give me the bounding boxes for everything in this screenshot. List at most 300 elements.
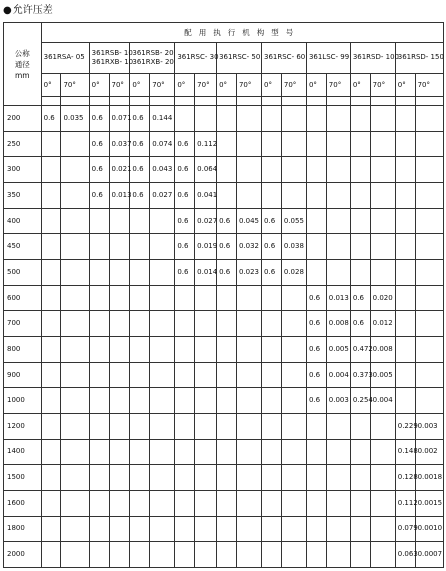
value-cell (150, 234, 175, 260)
header-row-group (4, 23, 444, 43)
value-cell (350, 234, 370, 260)
value-cell: 0.027 (195, 208, 217, 234)
value-cell (109, 465, 130, 491)
value-cell: 0.112 (395, 490, 415, 516)
value-cell (150, 337, 175, 363)
value-cell (61, 337, 89, 363)
value-cell (41, 490, 61, 516)
header-row-angles (4, 74, 444, 97)
table-row (4, 208, 444, 234)
value-cell (370, 106, 395, 132)
value-cell: 0.014 (195, 260, 217, 286)
model-header (350, 42, 399, 74)
value-cell (262, 542, 282, 568)
value-cell (306, 542, 326, 568)
angle-header: 70° (326, 74, 350, 97)
value-cell (150, 516, 175, 542)
value-cell (150, 542, 175, 568)
table-row (4, 516, 444, 542)
value-cell: 0.019 (195, 234, 217, 260)
value-cell (195, 516, 217, 542)
value-cell (41, 311, 61, 337)
value-cell: 0.0007 (415, 542, 443, 568)
value-cell (326, 106, 350, 132)
value-cell: 0.032 (236, 234, 261, 260)
value-cell: 0.023 (236, 260, 261, 286)
value-cell: 0.012 (370, 311, 395, 337)
spacer-cell (370, 96, 395, 105)
value-cell (395, 285, 415, 311)
model-header-label: 361RSC- 30 (177, 53, 219, 62)
value-cell (370, 439, 395, 465)
value-cell (326, 234, 350, 260)
value-cell: 0.020 (370, 285, 395, 311)
value-cell (130, 311, 150, 337)
value-cell (41, 131, 61, 157)
value-cell (306, 516, 326, 542)
model-header (41, 42, 89, 74)
value-cell: 0.6 (130, 106, 150, 132)
value-cell (175, 439, 195, 465)
value-cell (350, 490, 370, 516)
angle-header: 70° (109, 74, 130, 97)
value-cell (61, 234, 89, 260)
value-cell (217, 388, 237, 414)
value-cell (217, 516, 237, 542)
value-cell (262, 183, 282, 209)
value-cell: 0.028 (281, 260, 306, 286)
value-cell (326, 131, 350, 157)
value-cell (175, 362, 195, 388)
model-header-label: 361RSA- 05 (43, 53, 85, 62)
value-cell: 0.045 (236, 208, 261, 234)
value-cell (150, 311, 175, 337)
model-header-label: 361RXB- 20 (132, 57, 174, 66)
value-cell (175, 490, 195, 516)
value-cell: 0.6 (89, 183, 109, 209)
value-cell (306, 208, 326, 234)
value-cell (262, 490, 282, 516)
value-cell (236, 414, 261, 440)
value-cell (370, 414, 395, 440)
table-row (4, 465, 444, 491)
value-cell (395, 183, 415, 209)
model-header (262, 42, 307, 74)
model-header-label: 361RSB- 10 (91, 48, 133, 57)
value-cell (236, 337, 261, 363)
value-cell (236, 388, 261, 414)
value-cell (150, 414, 175, 440)
angle-header: 70° (281, 74, 306, 97)
value-cell (350, 131, 370, 157)
value-cell: 0.373 (350, 362, 370, 388)
value-cell (61, 157, 89, 183)
value-cell (150, 260, 175, 286)
value-cell: 0.6 (89, 131, 109, 157)
value-cell: 0.6 (217, 208, 237, 234)
value-cell (350, 439, 370, 465)
value-cell (41, 285, 61, 311)
value-cell (130, 362, 150, 388)
angle-header: 0° (217, 74, 237, 97)
value-cell (61, 131, 89, 157)
value-cell (130, 516, 150, 542)
value-cell (415, 157, 443, 183)
value-cell (195, 439, 217, 465)
angle-header: 70° (150, 74, 175, 97)
value-cell: 0.254 (350, 388, 370, 414)
value-cell (195, 490, 217, 516)
spacer-cell (150, 96, 175, 105)
value-cell: 0.035 (61, 106, 89, 132)
value-cell (281, 106, 306, 132)
value-cell (109, 439, 130, 465)
model-header-label: 361LSC- 99 (308, 53, 350, 62)
value-cell (262, 157, 282, 183)
value-cell (370, 465, 395, 491)
value-cell (109, 490, 130, 516)
value-cell: 0.6 (175, 208, 195, 234)
model-header (175, 42, 217, 74)
value-cell (236, 516, 261, 542)
value-cell (217, 131, 237, 157)
value-cell (195, 542, 217, 568)
value-cell: 0.6 (262, 208, 282, 234)
value-cell (150, 362, 175, 388)
value-cell: 0.027 (150, 183, 175, 209)
value-cell (61, 542, 89, 568)
table-row (4, 260, 444, 286)
nominal-diameter-cell: 900 (4, 362, 42, 388)
value-cell (262, 131, 282, 157)
value-cell (350, 183, 370, 209)
model-header (306, 42, 350, 74)
nominal-diameter-cell: 2000 (4, 542, 42, 568)
angle-header: 0° (395, 74, 415, 97)
angle-header: 0° (262, 74, 282, 97)
spacer-cell (350, 96, 370, 105)
value-cell (61, 388, 89, 414)
value-cell (109, 362, 130, 388)
value-cell: 0.144 (150, 106, 175, 132)
value-cell: 0.6 (175, 157, 195, 183)
value-cell (326, 260, 350, 286)
value-cell: 0.008 (326, 311, 350, 337)
value-cell (236, 542, 261, 568)
value-cell (41, 414, 61, 440)
value-cell (395, 337, 415, 363)
angle-header: 0° (89, 74, 109, 97)
value-cell (217, 439, 237, 465)
value-cell: 0.128 (395, 465, 415, 491)
nominal-diameter-cell: 1400 (4, 439, 42, 465)
spacer-cell (61, 96, 89, 105)
value-cell: 0.6 (175, 183, 195, 209)
value-cell (370, 542, 395, 568)
value-cell (61, 362, 89, 388)
nominal-diameter-cell: 1600 (4, 490, 42, 516)
value-cell (326, 183, 350, 209)
value-cell: 0.043 (150, 157, 175, 183)
table-row (4, 285, 444, 311)
value-cell (89, 516, 109, 542)
value-cell (61, 465, 89, 491)
value-cell (130, 414, 150, 440)
value-cell (61, 208, 89, 234)
value-cell (262, 388, 282, 414)
value-cell (370, 183, 395, 209)
value-cell (61, 490, 89, 516)
value-cell (415, 311, 443, 337)
value-cell (41, 439, 61, 465)
value-cell (236, 106, 261, 132)
value-cell (281, 439, 306, 465)
value-cell: 0.013 (109, 183, 130, 209)
value-cell (89, 285, 109, 311)
value-cell (415, 183, 443, 209)
value-cell (306, 106, 326, 132)
spacer-cell (262, 96, 282, 105)
value-cell: 0.6 (350, 311, 370, 337)
value-cell (130, 234, 150, 260)
value-cell (109, 285, 130, 311)
table-row (4, 157, 444, 183)
nominal-diameter-cell: 250 (4, 131, 42, 157)
value-cell (236, 131, 261, 157)
value-cell (350, 260, 370, 286)
value-cell (262, 311, 282, 337)
table-row (4, 183, 444, 209)
value-cell (306, 234, 326, 260)
value-cell: 0.6 (89, 106, 109, 132)
value-cell (306, 490, 326, 516)
value-cell (281, 183, 306, 209)
value-cell (370, 516, 395, 542)
value-cell (262, 516, 282, 542)
nominal-diameter-cell: 500 (4, 260, 42, 286)
spacer-cell (236, 96, 261, 105)
value-cell (306, 183, 326, 209)
value-cell (175, 388, 195, 414)
value-cell: 0.0010 (415, 516, 443, 542)
nominal-diameter-cell: 450 (4, 234, 42, 260)
model-header-label: 361RSC- 60 (264, 53, 306, 62)
value-cell (175, 516, 195, 542)
value-cell (326, 208, 350, 234)
value-cell (150, 439, 175, 465)
value-cell (370, 208, 395, 234)
value-cell (281, 362, 306, 388)
value-cell (130, 490, 150, 516)
value-cell (326, 157, 350, 183)
value-cell (61, 439, 89, 465)
value-cell (41, 388, 61, 414)
bullet-icon: ● (3, 5, 12, 16)
value-cell: 0.079 (395, 516, 415, 542)
value-cell: 0.0015 (415, 490, 443, 516)
value-cell (281, 285, 306, 311)
value-cell (350, 157, 370, 183)
spacer-cell (130, 96, 150, 105)
value-cell: 0.013 (326, 285, 350, 311)
value-cell (281, 311, 306, 337)
value-cell: 0.004 (370, 388, 395, 414)
value-cell (195, 337, 217, 363)
value-cell (262, 362, 282, 388)
angle-header: 70° (61, 74, 89, 97)
value-cell (395, 234, 415, 260)
value-cell (370, 234, 395, 260)
spacer-cell (326, 96, 350, 105)
value-cell (89, 208, 109, 234)
model-header (395, 42, 443, 74)
pressure-difference-table (3, 22, 444, 568)
value-cell (350, 414, 370, 440)
value-cell (306, 131, 326, 157)
value-cell (109, 311, 130, 337)
value-cell (306, 157, 326, 183)
value-cell (326, 439, 350, 465)
table-row (4, 234, 444, 260)
spacer-cell (306, 96, 326, 105)
model-header (130, 42, 175, 74)
value-cell (195, 414, 217, 440)
value-cell (262, 337, 282, 363)
value-cell (41, 260, 61, 286)
value-cell (109, 208, 130, 234)
value-cell (41, 516, 61, 542)
value-cell: 0.055 (281, 208, 306, 234)
value-cell (370, 131, 395, 157)
nominal-diameter-cell: 350 (4, 183, 42, 209)
value-cell: 0.6 (217, 234, 237, 260)
table-row (4, 362, 444, 388)
value-cell (41, 157, 61, 183)
value-cell (150, 208, 175, 234)
value-cell (262, 106, 282, 132)
value-cell (41, 542, 61, 568)
value-cell (281, 388, 306, 414)
value-cell (395, 208, 415, 234)
value-cell (109, 388, 130, 414)
value-cell (41, 465, 61, 491)
value-cell (262, 414, 282, 440)
value-cell (61, 414, 89, 440)
value-cell (41, 337, 61, 363)
value-cell (236, 490, 261, 516)
value-cell (61, 311, 89, 337)
spacer-cell (415, 96, 443, 105)
spacer-cell (395, 96, 415, 105)
value-cell (175, 106, 195, 132)
value-cell (109, 542, 130, 568)
value-cell (395, 311, 415, 337)
value-cell (175, 285, 195, 311)
value-cell: 0.6 (130, 131, 150, 157)
value-cell (306, 439, 326, 465)
value-cell: 0.074 (150, 131, 175, 157)
value-cell: 0.071 (109, 106, 130, 132)
table-row (4, 542, 444, 568)
value-cell (89, 490, 109, 516)
value-cell (89, 362, 109, 388)
value-cell (175, 414, 195, 440)
value-cell (41, 362, 61, 388)
value-cell: 0.003 (326, 388, 350, 414)
spacer-cell (109, 96, 130, 105)
value-cell (109, 337, 130, 363)
value-cell: 0.008 (370, 337, 395, 363)
value-cell (415, 388, 443, 414)
value-cell (281, 337, 306, 363)
nominal-diameter-cell: 1800 (4, 516, 42, 542)
value-cell (217, 337, 237, 363)
table-row (4, 414, 444, 440)
value-cell (415, 285, 443, 311)
value-cell (195, 106, 217, 132)
value-cell (326, 542, 350, 568)
value-cell (236, 183, 261, 209)
value-cell (195, 362, 217, 388)
angle-header: 0° (130, 74, 150, 97)
value-cell (130, 337, 150, 363)
value-cell (217, 465, 237, 491)
value-cell: 0.6 (306, 285, 326, 311)
nominal-diameter-cell: 600 (4, 285, 42, 311)
value-cell (395, 362, 415, 388)
value-cell (89, 337, 109, 363)
value-cell: 0.6 (175, 234, 195, 260)
model-header (89, 42, 134, 74)
value-cell (415, 337, 443, 363)
value-cell (350, 516, 370, 542)
value-cell (350, 542, 370, 568)
value-cell (395, 106, 415, 132)
value-cell (130, 388, 150, 414)
value-cell (217, 542, 237, 568)
value-cell: 0.005 (370, 362, 395, 388)
value-cell (395, 131, 415, 157)
section-title (3, 2, 53, 20)
value-cell (415, 362, 443, 388)
value-cell (195, 285, 217, 311)
angle-header: 0° (175, 74, 195, 97)
value-cell (217, 285, 237, 311)
value-cell (89, 439, 109, 465)
value-cell (281, 542, 306, 568)
value-cell (195, 388, 217, 414)
value-cell (281, 157, 306, 183)
value-cell: 0.6 (350, 285, 370, 311)
model-header-label: 361RXB- 10 (91, 57, 134, 66)
value-cell (130, 208, 150, 234)
value-cell (130, 542, 150, 568)
spacer-cell (195, 96, 217, 105)
value-cell (130, 260, 150, 286)
actuator-model-group-header: 配用执行机构型号 (41, 23, 443, 43)
value-cell (350, 465, 370, 491)
value-cell (89, 311, 109, 337)
value-cell (326, 490, 350, 516)
value-cell (175, 542, 195, 568)
value-cell (217, 362, 237, 388)
table-row (4, 311, 444, 337)
value-cell: 0.112 (195, 131, 217, 157)
spacer-cell (217, 96, 237, 105)
value-cell: 0.6 (306, 311, 326, 337)
value-cell: 0.6 (306, 362, 326, 388)
value-cell (41, 183, 61, 209)
